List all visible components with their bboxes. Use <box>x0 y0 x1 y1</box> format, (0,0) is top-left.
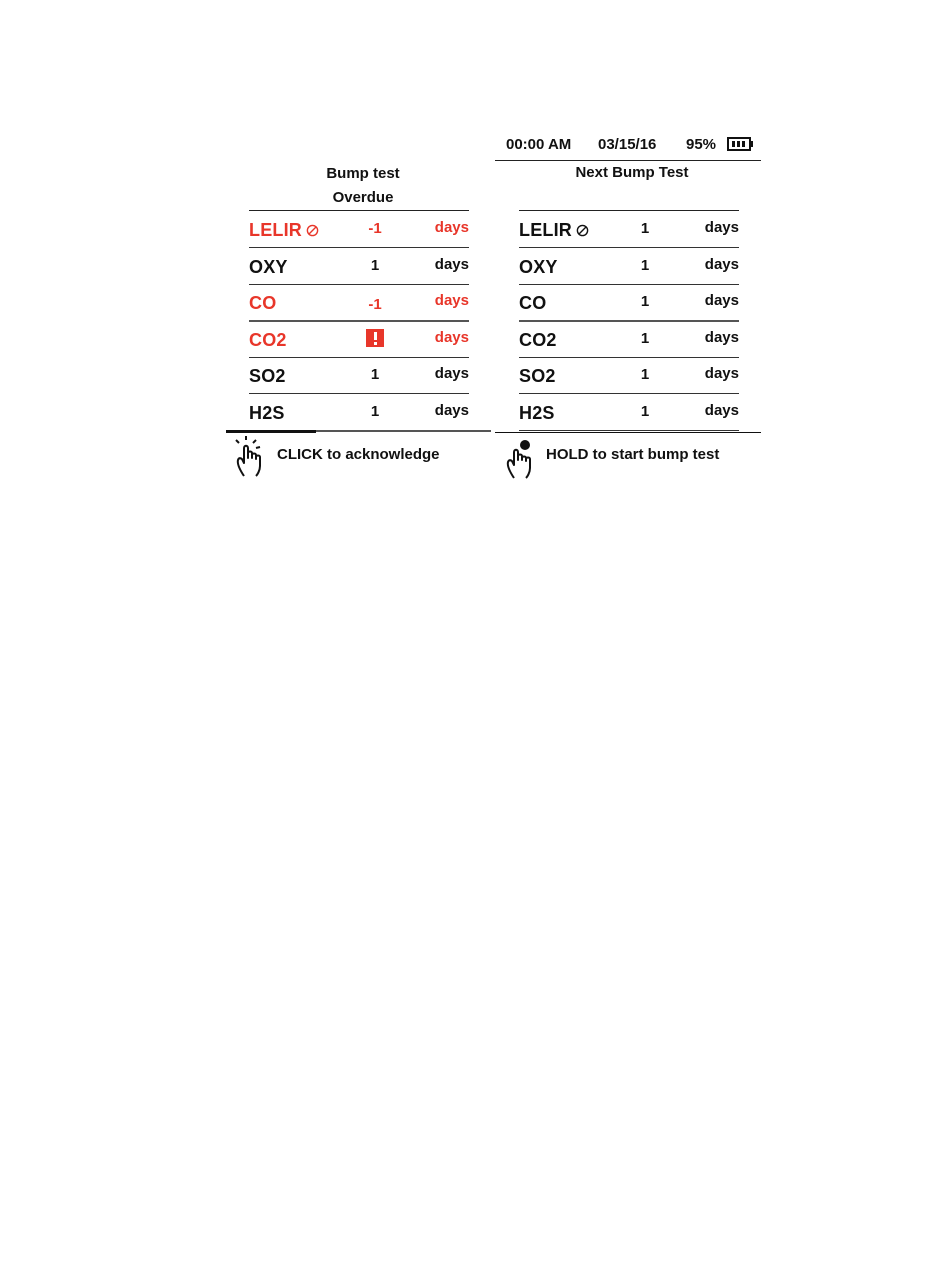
gas-label: LELIR <box>249 220 302 240</box>
right-bottom-divider <box>495 432 761 433</box>
right-heading: Next Bump Test <box>575 164 689 181</box>
gas-label: H2S <box>519 402 555 423</box>
gas-name <box>519 403 555 424</box>
gas-label: CO2 <box>519 329 557 350</box>
days-value: 1 <box>640 220 650 237</box>
days-value: 1 <box>640 293 650 310</box>
table-row <box>249 357 469 394</box>
table-row <box>519 357 739 394</box>
status-date: 03/15/16 <box>598 136 657 153</box>
days-value: 1 <box>640 402 650 420</box>
gas-name <box>519 257 558 278</box>
sensor-icon <box>576 224 589 237</box>
days-value: 1 <box>370 402 380 420</box>
days-value: 1 <box>640 256 650 274</box>
gas-name <box>249 293 276 314</box>
table-row <box>519 321 739 358</box>
days-value: -1 <box>368 220 382 237</box>
table-row <box>249 394 469 431</box>
days-unit: days <box>434 219 469 236</box>
days-unit: days <box>704 401 739 419</box>
gas-label: CO <box>519 293 547 313</box>
tap-hand-icon <box>234 436 270 483</box>
days-unit: days <box>704 292 739 309</box>
days-unit: days <box>704 219 739 236</box>
gas-name <box>519 293 546 314</box>
table-row <box>249 248 469 285</box>
table-row <box>519 211 739 248</box>
gas-name <box>249 366 286 387</box>
gas-name <box>519 220 589 241</box>
days-value: 1 <box>370 366 380 383</box>
status-divider <box>495 160 761 161</box>
battery-icon <box>727 136 755 157</box>
gas-name <box>249 257 288 278</box>
table-row <box>249 321 469 358</box>
days-unit: days <box>704 365 739 382</box>
left-heading-line1: Bump test <box>326 165 400 182</box>
gas-label: CO <box>249 293 277 313</box>
gas-name <box>519 330 557 351</box>
days-value: 1 <box>640 329 650 347</box>
days-unit: days <box>434 328 469 346</box>
days-unit: days <box>434 401 469 419</box>
days-unit: days <box>434 292 469 309</box>
start-bump-test-hint[interactable]: HOLD to start bump test <box>546 446 720 463</box>
left-heading-line2: Overdue <box>332 189 394 206</box>
status-time: 00:00 AM <box>506 136 572 153</box>
table-row <box>249 284 469 322</box>
days-unit: days <box>704 255 739 273</box>
warning-icon <box>366 329 384 347</box>
gas-label: CO2 <box>249 329 287 350</box>
days-value: 1 <box>370 256 380 274</box>
gas-label: OXY <box>519 256 558 277</box>
gas-label: H2S <box>249 402 285 423</box>
gas-name <box>249 330 287 351</box>
gas-name <box>249 220 319 241</box>
days-unit: days <box>434 365 469 382</box>
table-row <box>519 248 739 285</box>
gas-label: OXY <box>249 256 288 277</box>
days-value: 1 <box>640 366 650 383</box>
status-battery-percent: 95% <box>686 136 717 153</box>
days-unit: days <box>704 328 739 346</box>
left-bottom-divider <box>316 430 491 432</box>
gas-name <box>519 366 556 387</box>
left-bottom-divider-thick <box>226 430 316 433</box>
gas-label: SO2 <box>249 366 286 386</box>
table-row <box>249 211 469 248</box>
sensor-icon <box>306 224 319 237</box>
acknowledge-hint[interactable]: CLICK to acknowledge <box>277 446 440 463</box>
days-unit: days <box>434 255 469 273</box>
table-row <box>519 284 739 322</box>
hold-hand-icon <box>504 438 540 485</box>
gas-name <box>249 403 285 424</box>
days-value <box>360 330 390 352</box>
gas-label: LELIR <box>519 220 572 240</box>
gas-label: SO2 <box>519 366 556 386</box>
table-row <box>519 394 739 431</box>
days-value: -1 <box>368 296 382 313</box>
